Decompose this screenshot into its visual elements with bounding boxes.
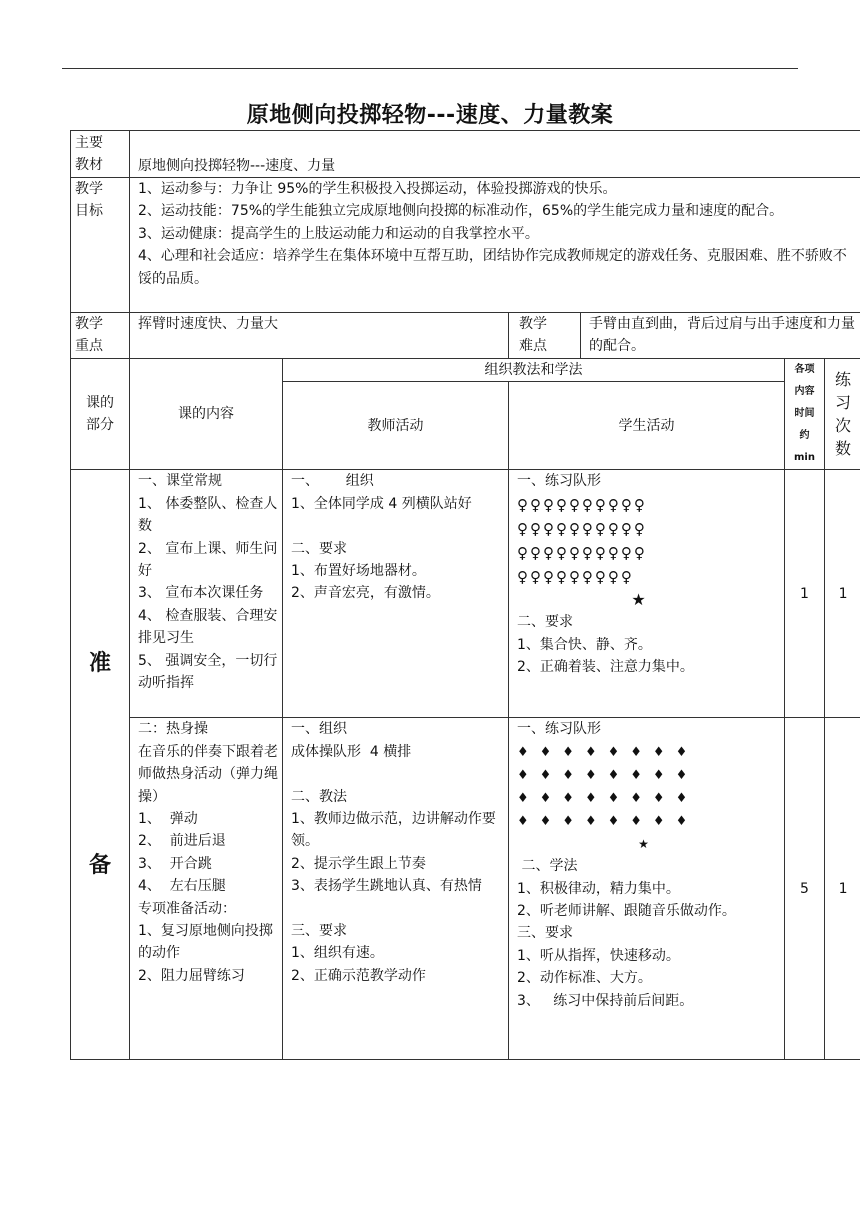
warmup-teacher: 一、组织 成体操队形 4 横排 二、教法 1、教师边做示范，边讲解动作要领。 2、提示学生跟上节奏 3、表扬学生跳地认真、有热情 三、要求 1、组织有速。 2、正确示范教学动作 xyxy=(283,718,509,1060)
content-header: 课的内容 xyxy=(130,359,283,470)
warmup-time: 5 xyxy=(785,718,825,1060)
teacher-header: 教师活动 xyxy=(283,382,509,470)
key-points-label: 教学 重点 xyxy=(71,313,130,359)
objectives-content xyxy=(130,178,860,313)
main-material-label: 主要 教材 xyxy=(71,131,130,178)
main-material-content: 原地侧向投掷轻物---速度、力量 xyxy=(130,131,860,178)
key-points-content: 挥臂时速度快、力量大 xyxy=(130,313,509,359)
formation-row: ♦♦♦♦♦♦♦♦ xyxy=(517,767,699,783)
time-header: 各项 内容 时间 约 min xyxy=(785,359,825,470)
routine-reps: 1 xyxy=(825,470,860,718)
difficulties-content: 手臂由直到曲，背后过肩与出手速度和力量的配合。 xyxy=(581,313,860,359)
formation-row: ♀♀♀♀♀♀♀♀♀♀ xyxy=(517,495,647,514)
objectives-label: 教学 目标 xyxy=(71,178,130,313)
header-rule xyxy=(62,68,798,69)
lesson-part-header: 课的 部分 xyxy=(71,359,130,470)
difficulties-label: 教学 难点 xyxy=(509,313,581,359)
formation-row: ♀♀♀♀♀♀♀♀♀ xyxy=(517,567,634,586)
routine-student: 一、练习队形 ♀♀♀♀♀♀♀♀♀♀ ♀♀♀♀♀♀♀♀♀♀ ♀♀♀♀♀♀♀♀♀♀ ♀♀♀♀♀♀♀♀♀ ★ 二、要求 1、集合快、静、齐。 2、正确着装、注意力集中。 xyxy=(509,470,785,718)
objective-item: 2、运动技能：75%的学生能独立完成原地侧向投掷的标准动作，65%的学生能完成力量和速度的配合。 xyxy=(138,203,784,220)
formation-row: ♀♀♀♀♀♀♀♀♀♀ xyxy=(517,519,647,538)
objective-item: 4、心理和社会适应：培养学生在集体环境中互帮互助，团结协作完成教师规定的游戏任务、克服困难、胜不骄败不馁的品质。 xyxy=(138,248,847,287)
formation-row: ♦♦♦♦♦♦♦♦ xyxy=(517,744,699,760)
page-title: 原地侧向投掷轻物---速度、力量教案 xyxy=(246,103,614,128)
warmup-content: 二：热身操 在音乐的伴奏下跟着老师做热身活动（弹力绳操） 1、 弹动 2、 前进后退 3、 开合跳 4、 左右压腿 专项准备活动： 1、复习原地侧向投掷的动作 2、阻力屈臂练习 xyxy=(130,718,283,1060)
formation-row: ♦♦♦♦♦♦♦♦ xyxy=(517,813,699,829)
objective-item: 3、运动健康：提高学生的上肢运动能力和运动的自我掌控水平。 xyxy=(138,225,539,242)
reps-header: 练 习 次 数 xyxy=(825,359,860,470)
routine-teacher: 一、 组织 1、全体同学成 4 列横队站好 二、要求 1、布置好场地器材。 2、声音宏亮，有激情。 xyxy=(283,470,509,718)
warmup-reps: 1 xyxy=(825,718,860,1060)
warmup-student: 一、练习队形 ♦♦♦♦♦♦♦♦ ♦♦♦♦♦♦♦♦ ♦♦♦♦♦♦♦♦ ♦♦♦♦♦♦♦♦ ★ 二、学法 1、积极律动，精力集中。 2、听老师讲解、跟随音乐做动作。 三、要求 1、听从指挥，快速移动。 2、动作标准、大方。 3、 练习中保持前后间距。 xyxy=(509,718,785,1060)
objective-item: 1、运动参与：力争让 95%的学生积极投入投掷运动，体验投掷游戏的快乐。 xyxy=(138,181,617,197)
section-label-preparation: 准 备 xyxy=(71,470,130,1060)
student-header: 学生活动 xyxy=(509,382,785,470)
routine-time: 1 xyxy=(785,470,825,718)
methods-header: 组织教法和学法 xyxy=(283,359,785,382)
routine-content: 一、课堂常规 1、 体委整队、检查人数 2、 宣布上课、师生问好 3、 宣布本次课任务 4、 检查服装、合理安排见习生 5、 强调安全，一切行动听指挥 xyxy=(130,470,283,718)
lesson-plan-table xyxy=(70,130,860,1060)
teacher-star-icon: ★ xyxy=(638,836,649,851)
formation-row: ♀♀♀♀♀♀♀♀♀♀ xyxy=(517,543,647,562)
formation-row: ♦♦♦♦♦♦♦♦ xyxy=(517,790,699,806)
teacher-star-icon: ★ xyxy=(631,589,646,609)
